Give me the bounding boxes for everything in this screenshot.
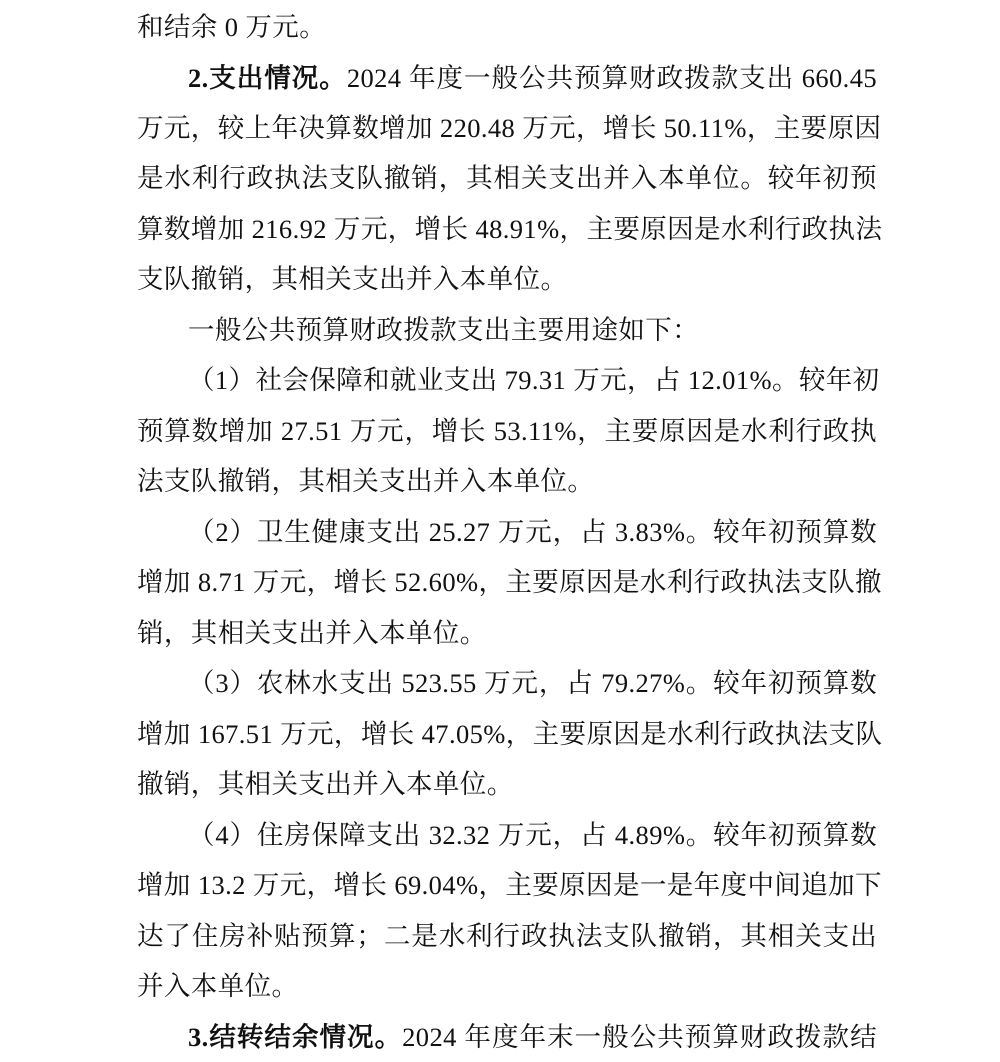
paragraph-line: 增加 167.51 万元，增长 47.05%，主要原因是水利行政执法支队 <box>137 719 883 749</box>
list-item-health: （2）卫生健康支出 25.27 万元，占 3.83%。较年初预算数 <box>188 517 877 547</box>
paragraph-line: 算数增加 216.92 万元，增长 48.91%，主要原因是水利行政执法 <box>137 214 883 244</box>
paragraph-line: 撤销，其相关支出并入本单位。 <box>137 769 514 799</box>
paragraph-line: 万元，较上年决算数增加 220.48 万元，增长 50.11%，主要原因 <box>137 113 882 143</box>
paragraph-line: 预算数增加 27.51 万元，增长 53.11%，主要原因是水利行政执 <box>137 416 877 446</box>
section-heading-line <box>188 53 877 103</box>
paragraph-text: 2024 年度年末一般公共预算财政拨款结 <box>402 1022 877 1052</box>
list-item-housing: （4）住房保障支出 32.32 万元，占 4.89%。较年初预算数 <box>188 820 877 850</box>
paragraph-line: 增加 8.71 万元，增长 52.60%，主要原因是水利行政执法支队撤 <box>137 567 882 597</box>
section-heading-carryover: 3.结转结余情况。 <box>188 1022 403 1052</box>
paragraph-line: 和结余 0 万元。 <box>137 12 327 42</box>
paragraph-line: 一般公共预算财政拨款支出主要用途如下： <box>188 315 700 345</box>
paragraph-line: 法支队撤销，其相关支出并入本单位。 <box>137 466 595 496</box>
paragraph-line: 是水利行政执法支队撤销，其相关支出并入本单位。较年初预 <box>137 163 877 193</box>
paragraph-text: 2024 年度一般公共预算财政拨款支出 660.45 <box>346 63 877 93</box>
paragraph-line: 增加 13.2 万元，增长 69.04%，主要原因是一是年度中间追加下 <box>137 870 882 900</box>
list-item-agriculture: （3）农林水支出 523.55 万元，占 79.27%。较年初预算数 <box>188 668 877 698</box>
list-item-social-security: （1）社会保障和就业支出 79.31 万元，占 12.01%。较年初 <box>188 365 880 395</box>
paragraph-line: 并入本单位。 <box>137 971 299 1001</box>
section-heading-line <box>188 1012 877 1062</box>
paragraph-line: 销，其相关支出并入本单位。 <box>137 618 487 648</box>
paragraph-line: 支队撤销，其相关支出并入本单位。 <box>137 264 568 294</box>
paragraph-line: 达了住房补贴预算；二是水利行政执法支队撤销，其相关支出 <box>137 921 877 951</box>
section-heading-expenditure: 2.支出情况。 <box>188 63 347 93</box>
